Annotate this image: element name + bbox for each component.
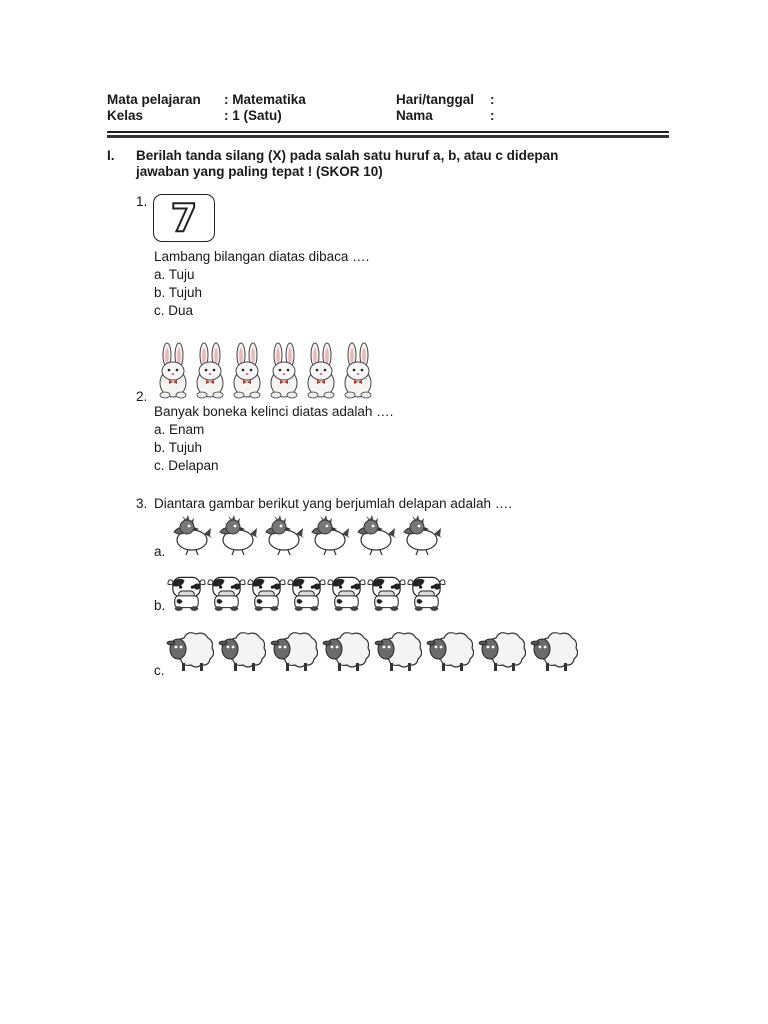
class-value: : 1 (Satu) (224, 108, 282, 123)
instruction-line-1: Berilah tanda silang (X) pada salah satu huruf a, b, atau c didepan (136, 148, 559, 163)
rabbit-icon (340, 342, 376, 400)
sheep-icon (426, 628, 474, 672)
cow-icon (247, 572, 286, 612)
question-3-choice-b-letter[interactable]: b. (154, 598, 166, 613)
question-1-prompt: Lambang bilangan diatas dibaca …. (154, 249, 370, 264)
chicken-icon (168, 512, 212, 556)
sheep-icon (218, 628, 266, 672)
cow-icon (207, 572, 246, 612)
question-1-option-a[interactable]: a. Tuju (154, 267, 195, 282)
cow-icon (407, 572, 446, 612)
sheep-icon (374, 628, 422, 672)
rabbit-icon (229, 342, 265, 400)
number-seven: 7 (170, 196, 198, 240)
date-label: Hari/tanggal (396, 92, 475, 107)
sheep-icon (270, 628, 318, 672)
rabbit-icon (192, 342, 228, 400)
question-2-number: 2. (136, 389, 148, 404)
name-label: Nama (396, 108, 433, 123)
header-divider-thick (107, 135, 669, 138)
rabbit-icon (303, 342, 339, 400)
subject-label: Mata pelajaran (107, 92, 201, 107)
sheep-icon (166, 628, 214, 672)
class-label: Kelas (107, 108, 144, 123)
chicken-row (168, 512, 442, 556)
sheep-icon (322, 628, 370, 672)
chicken-icon (306, 512, 350, 556)
header-divider-thin (107, 131, 669, 133)
sheep-icon (478, 628, 526, 672)
question-1-option-c[interactable]: c. Dua (154, 303, 194, 318)
rabbit-icon (155, 342, 191, 400)
instruction-line-2: jawaban yang paling tepat ! (SKOR 10) (136, 164, 383, 179)
question-2-option-c[interactable]: c. Delapan (154, 458, 219, 473)
rabbit-icon (266, 342, 302, 400)
cow-row (167, 572, 446, 612)
question-1-number: 1. (136, 194, 148, 209)
chicken-icon (260, 512, 304, 556)
cow-icon (287, 572, 326, 612)
question-3-choice-c-letter[interactable]: c. (154, 663, 165, 678)
chicken-icon (398, 512, 442, 556)
question-1-option-b[interactable]: b. Tujuh (154, 285, 203, 300)
section-number: I. (107, 148, 115, 163)
cow-icon (327, 572, 366, 612)
cow-icon (167, 572, 206, 612)
question-2-option-b[interactable]: b. Tujuh (154, 440, 203, 455)
number-card (153, 194, 215, 242)
rabbit-row (155, 342, 376, 400)
question-3-number: 3. (136, 496, 148, 511)
subject-value: : Matematika (224, 92, 306, 107)
sheep-row (166, 628, 578, 672)
sheep-icon (530, 628, 578, 672)
chicken-icon (352, 512, 396, 556)
chicken-icon (214, 512, 258, 556)
question-2-option-a[interactable]: a. Enam (154, 422, 205, 437)
cow-icon (367, 572, 406, 612)
question-2-prompt: Banyak boneka kelinci diatas adalah …. (154, 404, 394, 419)
name-value: : (490, 108, 495, 123)
question-3-choice-a-letter[interactable]: a. (154, 544, 166, 559)
question-3-prompt: Diantara gambar berikut yang berjumlah delapan adalah …. (154, 496, 512, 511)
date-value: : (490, 92, 495, 107)
